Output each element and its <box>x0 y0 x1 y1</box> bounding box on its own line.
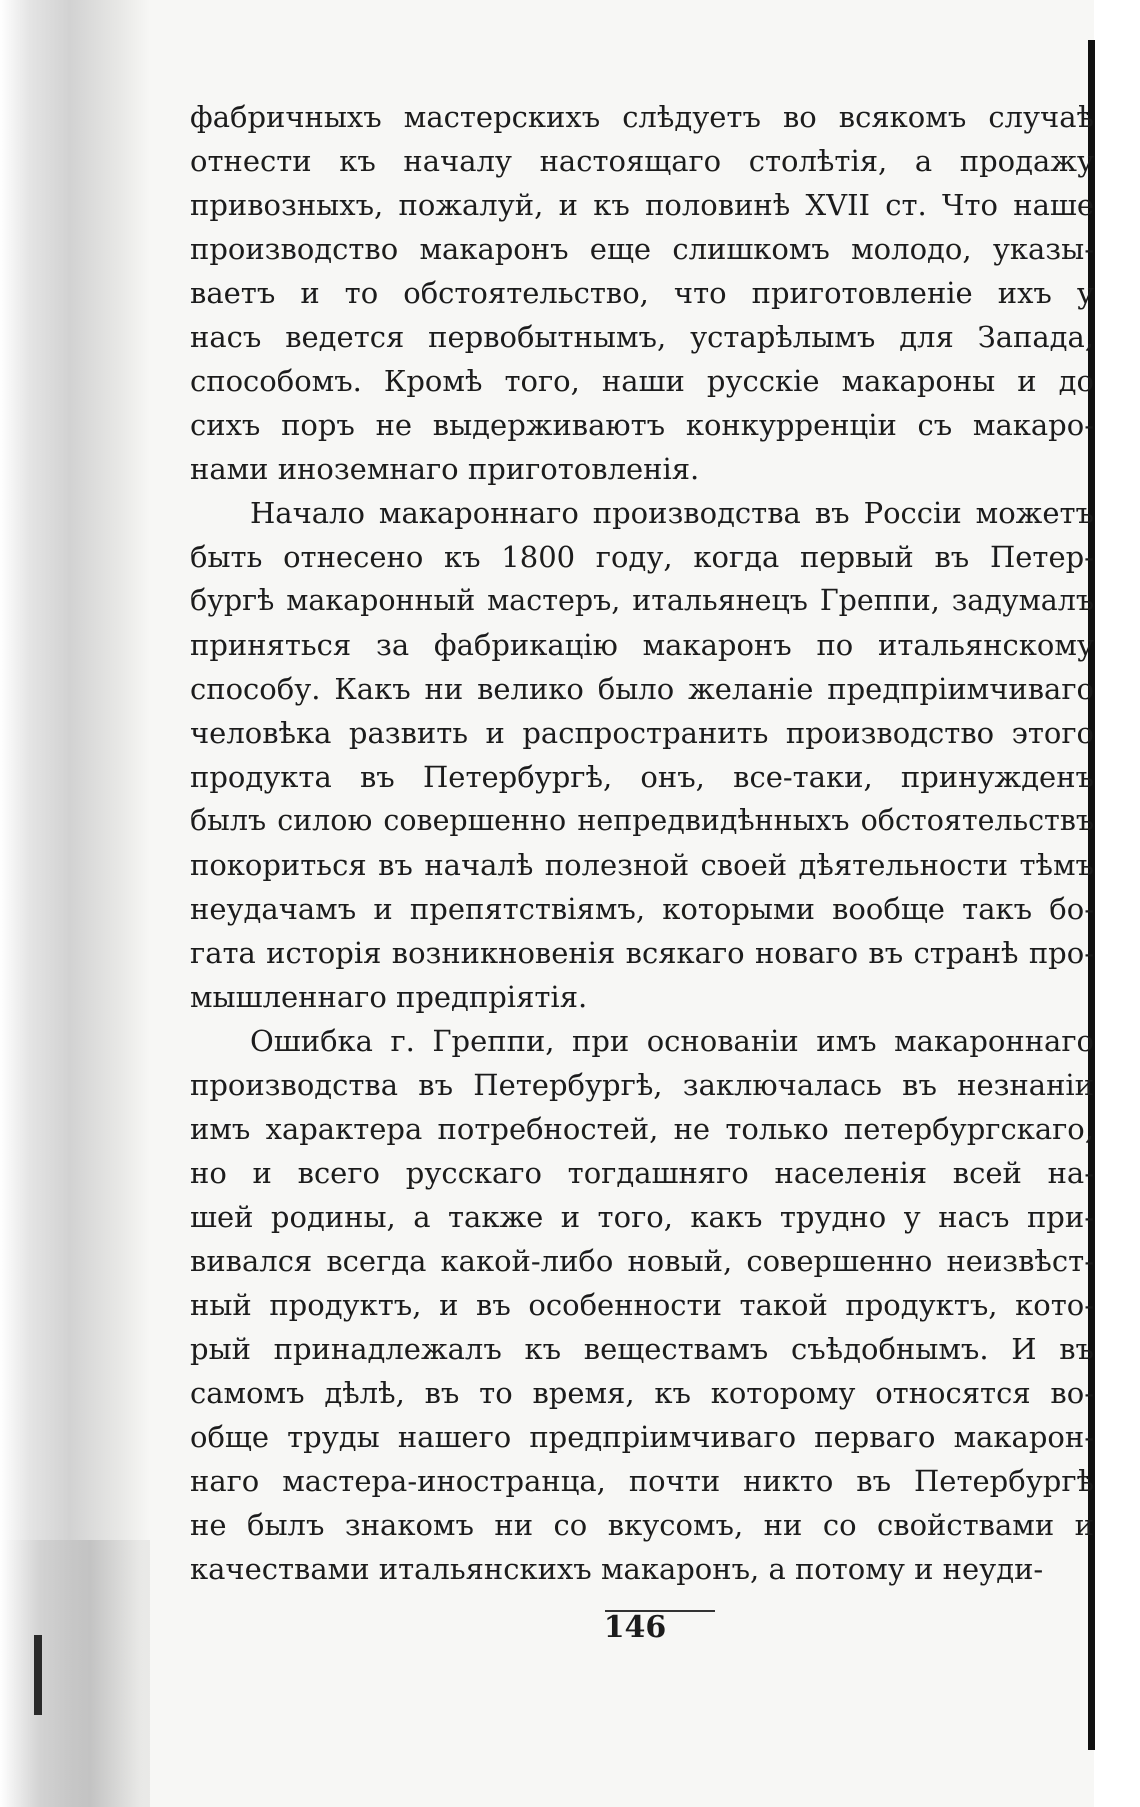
text-line: насъ ведется первобытнымъ, устарѣлымъ для Запада, <box>190 320 1094 354</box>
text-line: производство макаронъ еще слишкомъ молодо, указы- <box>190 232 1094 266</box>
body-text <box>190 95 1094 1591</box>
text-line: качествами итальянскихъ макаронъ, а потому и неуди- <box>190 1552 1044 1586</box>
scan-shadow-left <box>0 0 150 1807</box>
text-line: фабричныхъ мастерскихъ слѣдуетъ во всякомъ случаѣ <box>190 100 1094 134</box>
text-line: способомъ. Кромѣ того, наши русскіе макароны и до <box>190 364 1094 398</box>
text-line: вивался всегда какой-либо новый, совершенно неизвѣст- <box>190 1244 1094 1278</box>
text-line: наго мастера-иностранца, почти никто въ Петербургѣ <box>190 1464 1094 1498</box>
text-line: отнести къ началу настоящаго столѣтія, а продажу <box>190 144 1094 178</box>
paragraph-3 <box>190 1019 1094 1591</box>
text-line: привозныхъ, пожалуй, и къ половинѣ XVII ст. Что наше <box>190 188 1094 222</box>
text-line: обще труды нашего предпріимчиваго перваго макарон- <box>190 1420 1094 1454</box>
text-line: ваетъ и то обстоятельство, что приготовленіе ихъ у <box>190 276 1094 310</box>
text-line: былъ силою совершенно непредвидѣнныхъ обстоятельствъ <box>190 804 1094 837</box>
page-number: 146 <box>603 1610 667 1645</box>
text-line: Ошибка г. Греппи, при основаніи имъ макароннаго <box>250 1024 1094 1058</box>
scan-border-right <box>1094 0 1140 1807</box>
text-line: мышленнаго предпріятія. <box>190 980 588 1014</box>
paragraph-1 <box>190 95 1094 491</box>
text-line: приняться за фабрикацію макаронъ по итальянскому <box>190 628 1094 662</box>
text-line: шей родины, а также и того, какъ трудно у насъ при- <box>190 1200 1094 1234</box>
scan-shadow-bottom-left <box>0 1540 150 1807</box>
text-line: не былъ знакомъ ни со вкусомъ, ни со свойствами и <box>190 1508 1094 1542</box>
text-line: самомъ дѣлѣ, въ то время, къ которому относятся во- <box>190 1376 1094 1410</box>
text-line: гата исторія возникновенія всякаго новаго въ странѣ про- <box>190 936 1094 970</box>
text-line: неудачамъ и препятствіямъ, которыми вообще такъ бо- <box>190 892 1094 926</box>
text-line: Начало макароннаго производства въ Россіи можетъ <box>250 496 1094 530</box>
text-line: нами иноземнаго приготовленія. <box>190 452 700 486</box>
text-line: покориться въ началѣ полезной своей дѣятельности тѣмъ <box>190 848 1094 882</box>
text-line: быть отнесено къ 1800 году, когда первый въ Петер- <box>190 540 1094 574</box>
text-line: бургѣ макаронный мастеръ, итальянецъ Греппи, задумалъ <box>190 584 1094 617</box>
text-line: сихъ поръ не выдерживаютъ конкурренціи съ макаро- <box>190 408 1094 442</box>
text-line: производства въ Петербургѣ, заключалась въ незнаніи <box>190 1068 1094 1102</box>
text-line: способу. Какъ ни велико было желаніе предпріимчиваго <box>190 672 1094 706</box>
text-line: ный продуктъ, и въ особенности такой продуктъ, кото- <box>190 1288 1094 1322</box>
text-line: имъ характера потребностей, не только петербургскаго, <box>190 1112 1094 1146</box>
scan-artifact-mark <box>34 1635 42 1715</box>
text-line: человѣка развить и распространить производство этого <box>190 716 1094 750</box>
text-line: рый принадлежалъ къ веществамъ съѣдобнымъ. И въ <box>190 1332 1094 1366</box>
paragraph-2 <box>190 491 1094 1019</box>
text-line: но и всего русскаго тогдашняго населенія всей на- <box>190 1156 1094 1190</box>
text-line: продукта въ Петербургѣ, онъ, все-таки, принужденъ <box>190 760 1094 794</box>
